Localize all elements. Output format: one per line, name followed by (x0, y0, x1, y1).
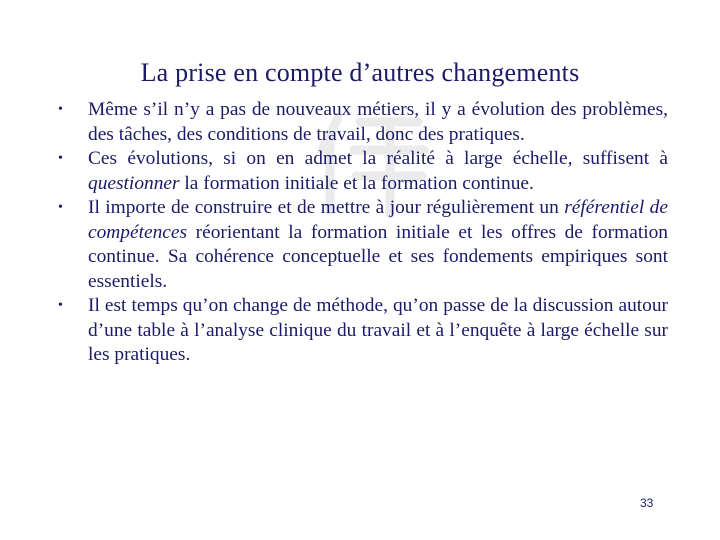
bullet-text: Même s’il n’y a pas de nouveaux métiers, il y a évolution des problèmes, des tâches, des conditions de travail, donc des pratiques. (88, 99, 668, 145)
page-number: 33 (640, 496, 654, 510)
bullet-mark: • (58, 102, 63, 117)
bullet-item (56, 196, 668, 294)
slide-title: La prise en compte d’autres changements (140, 58, 580, 87)
bullet-list (56, 98, 668, 368)
bullet-item (56, 147, 668, 196)
bullet-mark: • (58, 151, 63, 166)
bullet-text: Il est temps qu’on change de méthode, qu’on passe de la discussion autour d’une table à l’analyse clinique du travail et à l’enquête à large échelle sur les pratiques. (88, 295, 668, 365)
bullet-mark: • (58, 298, 63, 313)
bullet-text: Il importe de construire et de mettre à jour régulièrement un (88, 197, 565, 218)
bullet-mark: • (58, 200, 63, 215)
bullet-emphasis: questionner (88, 172, 180, 194)
bullet-text-after: réorientant la formation initiale et les offres de formation continue. Sa cohérence conceptuelle et ses fondements empiriques sont essentiels. (88, 221, 668, 292)
bullet-text: Ces évolutions, si on en admet la réalité à large échelle, suffisent à (88, 148, 668, 169)
bullet-item (56, 98, 668, 147)
bullet-item (56, 294, 668, 368)
bullet-emphasis: référentiel de compétences (88, 197, 668, 243)
bullet-text-after: la formation initiale et la formation continue. (179, 172, 534, 194)
